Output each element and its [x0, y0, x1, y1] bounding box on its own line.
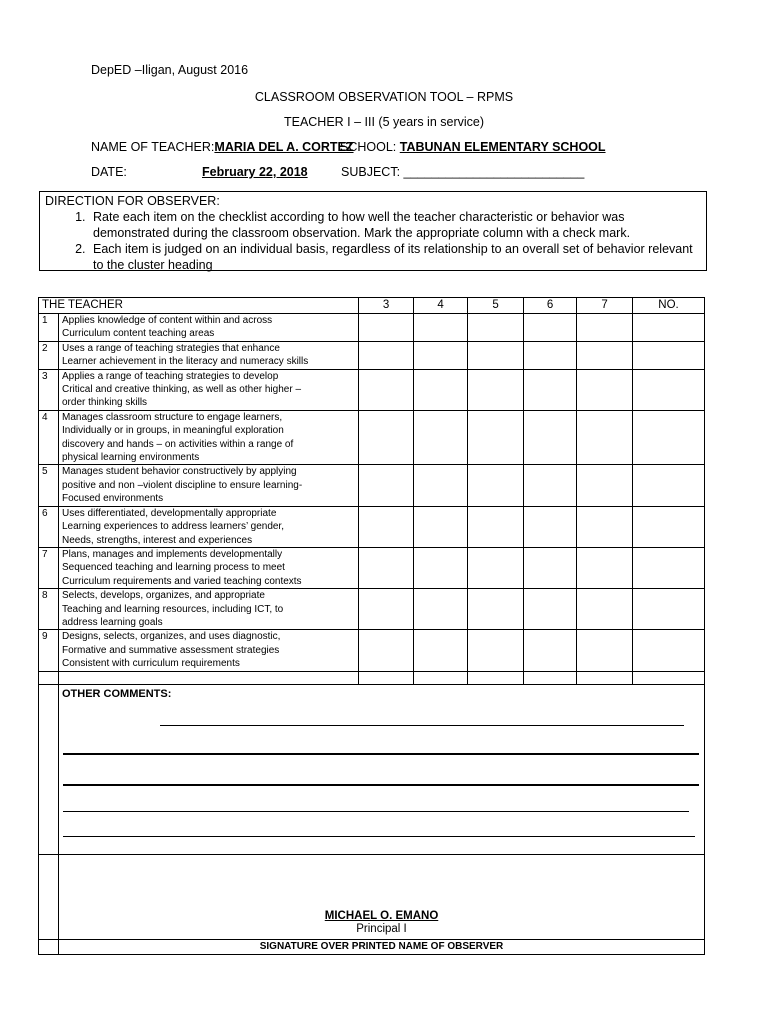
rating-cell[interactable] [359, 547, 414, 588]
observation-table [38, 297, 705, 955]
header-rating-3: 3 [359, 298, 414, 314]
direction-item: 2. Each item is judged on an individual basis, regardless of its relationship to an overall set of behavior relevant to the cluster heading [89, 241, 701, 273]
rating-cell[interactable] [359, 630, 414, 671]
blank-cell [524, 671, 577, 684]
row-number: 8 [39, 589, 59, 630]
rating-cell[interactable] [577, 589, 633, 630]
rating-cell[interactable] [633, 465, 705, 506]
comment-line[interactable] [160, 725, 684, 726]
row-text: Designs, selects, organizes, and uses diagnostic, Formative and summative assessment strategies Consistent with curriculum requirements [59, 630, 359, 671]
date-label: DATE: [91, 165, 127, 179]
blank-cell [414, 671, 468, 684]
rating-cell[interactable] [633, 410, 705, 465]
rating-cell[interactable] [577, 314, 633, 342]
org-line: DepED –Iligan, August 2016 [91, 63, 249, 77]
blank-cell [39, 939, 59, 954]
row-text: Uses differentiated, developmentally appropriate Learning experiences to address learners’ gender, Needs, strengths, interest and experiences [59, 506, 359, 547]
header-rating-7: 7 [577, 298, 633, 314]
rating-cell[interactable] [524, 369, 577, 410]
blank-cell [39, 854, 59, 939]
subject-value: __________________________ [403, 165, 585, 179]
rating-cell[interactable] [468, 465, 524, 506]
school-label: SCHOOL: [340, 140, 397, 154]
rating-cell[interactable] [359, 369, 414, 410]
header-rating-6: 6 [524, 298, 577, 314]
teacher-line [91, 140, 354, 154]
direction-list [45, 209, 701, 273]
table-row [39, 630, 705, 671]
direction-title: DIRECTION FOR OBSERVER: [45, 194, 220, 208]
row-number: 1 [39, 314, 59, 342]
comment-line[interactable] [63, 811, 689, 812]
rating-cell[interactable] [524, 465, 577, 506]
signature-cell [59, 854, 705, 939]
rating-cell[interactable] [468, 369, 524, 410]
blank-cell [59, 671, 359, 684]
rating-cell[interactable] [414, 410, 468, 465]
rating-cell[interactable] [468, 410, 524, 465]
school-name: TABUNAN ELEMENTARY SCHOOL [399, 140, 606, 154]
table-row [39, 314, 705, 342]
date-value: February 22, 2018 [202, 165, 308, 179]
blank-cell [359, 671, 414, 684]
rating-cell[interactable] [577, 465, 633, 506]
blank-cell [577, 671, 633, 684]
rating-cell[interactable] [633, 589, 705, 630]
header-no: NO. [633, 298, 705, 314]
rating-cell[interactable] [577, 341, 633, 369]
rating-cell[interactable] [414, 465, 468, 506]
row-number: 6 [39, 506, 59, 547]
blank-cell [633, 671, 705, 684]
row-number: 2 [39, 341, 59, 369]
observer-role: Principal I [356, 923, 407, 936]
rating-cell[interactable] [577, 547, 633, 588]
row-number: 4 [39, 410, 59, 465]
table-row [39, 589, 705, 630]
rating-cell[interactable] [414, 630, 468, 671]
comment-line[interactable] [63, 784, 699, 786]
row-text: Selects, develops, organizes, and appropriate Teaching and learning resources, including ICT, to address learning goals [59, 589, 359, 630]
header-rating-5: 5 [468, 298, 524, 314]
table-row [39, 369, 705, 410]
table-row [39, 547, 705, 588]
observer-name: MICHAEL O. EMANO [324, 909, 439, 922]
teacher-label: NAME OF TEACHER: [91, 140, 215, 154]
row-text: Applies knowledge of content within and across Curriculum content teaching areas [59, 314, 359, 342]
comment-line[interactable] [63, 836, 695, 837]
rating-cell[interactable] [468, 314, 524, 342]
rating-cell[interactable] [359, 314, 414, 342]
comment-line[interactable] [63, 753, 699, 755]
rating-cell[interactable] [524, 314, 577, 342]
rating-cell[interactable] [633, 506, 705, 547]
rating-cell[interactable] [468, 341, 524, 369]
rating-cell[interactable] [414, 369, 468, 410]
row-text: Manages student behavior constructively by applying positive and non –violent discipline to ensure learning- Focused environments [59, 465, 359, 506]
rating-cell[interactable] [359, 410, 414, 465]
form-subtitle: TEACHER I – III (5 years in service) [283, 115, 485, 129]
rating-cell[interactable] [633, 369, 705, 410]
signature-row [39, 854, 705, 939]
rating-cell[interactable] [633, 547, 705, 588]
form-title: CLASSROOM OBSERVATION TOOL – RPMS [254, 90, 514, 104]
rating-cell[interactable] [524, 341, 577, 369]
header-the-teacher: THE TEACHER [39, 298, 359, 314]
rating-cell[interactable] [359, 589, 414, 630]
table-row [39, 410, 705, 465]
rating-cell[interactable] [359, 506, 414, 547]
rating-cell[interactable] [577, 410, 633, 465]
rating-cell[interactable] [468, 630, 524, 671]
row-number: 9 [39, 630, 59, 671]
comments-cell[interactable] [59, 684, 705, 854]
rating-cell[interactable] [414, 589, 468, 630]
rating-cell[interactable] [414, 314, 468, 342]
rating-cell[interactable] [414, 506, 468, 547]
rating-cell[interactable] [524, 410, 577, 465]
subject-label: SUBJECT: [341, 165, 401, 179]
rating-cell[interactable] [359, 341, 414, 369]
rating-cell[interactable] [524, 630, 577, 671]
rating-cell[interactable] [359, 465, 414, 506]
direction-item: 1. Rate each item on the checklist according to how well the teacher characteristic or behavior was demonstrated during the classroom observation. Mark the appropriate column with a check mark. [89, 209, 701, 241]
rating-cell[interactable] [524, 589, 577, 630]
table-row [39, 506, 705, 547]
school-line [340, 140, 606, 154]
rating-cell[interactable] [468, 589, 524, 630]
rating-cell[interactable] [414, 341, 468, 369]
rating-cell[interactable] [633, 341, 705, 369]
row-number: 7 [39, 547, 59, 588]
table-row [39, 341, 705, 369]
rating-cell[interactable] [524, 547, 577, 588]
table-row-blank [39, 671, 705, 684]
rating-cell[interactable] [577, 369, 633, 410]
rating-cell[interactable] [468, 506, 524, 547]
rating-cell[interactable] [633, 314, 705, 342]
rating-cell[interactable] [524, 506, 577, 547]
row-text: Applies a range of teaching strategies to develop Critical and creative thinking, as well as other higher – order thinking skills [59, 369, 359, 410]
subject-line [341, 165, 584, 179]
rating-cell[interactable] [633, 630, 705, 671]
table-row [39, 465, 705, 506]
blank-cell [39, 671, 59, 684]
row-number: 5 [39, 465, 59, 506]
rating-cell[interactable] [577, 506, 633, 547]
rating-cell[interactable] [468, 547, 524, 588]
signature-caption: SIGNATURE OVER PRINTED NAME OF OBSERVER [59, 939, 705, 954]
teacher-name: MARIA DEL A. CORTEZ [214, 140, 354, 154]
rating-cell[interactable] [414, 547, 468, 588]
row-text: Plans, manages and implements developmentally Sequenced teaching and learning process to meet Curriculum requirements and varied teaching contexts [59, 547, 359, 588]
direction-box [39, 191, 707, 271]
header-rating-4: 4 [414, 298, 468, 314]
rating-cell[interactable] [577, 630, 633, 671]
row-text: Uses a range of teaching strategies that enhance Learner achievement in the literacy and numeracy skills [59, 341, 359, 369]
row-text: Manages classroom structure to engage learners, Individually or in groups, in meaningful exploration discovery and hands – on activities within a range of physical learning environments [59, 410, 359, 465]
blank-cell [468, 671, 524, 684]
comments-row [39, 684, 705, 854]
blank-cell [39, 684, 59, 854]
comments-title: OTHER COMMENTS: [62, 687, 172, 700]
table-header-row [39, 298, 705, 314]
signature-caption-row [39, 939, 705, 954]
row-number: 3 [39, 369, 59, 410]
